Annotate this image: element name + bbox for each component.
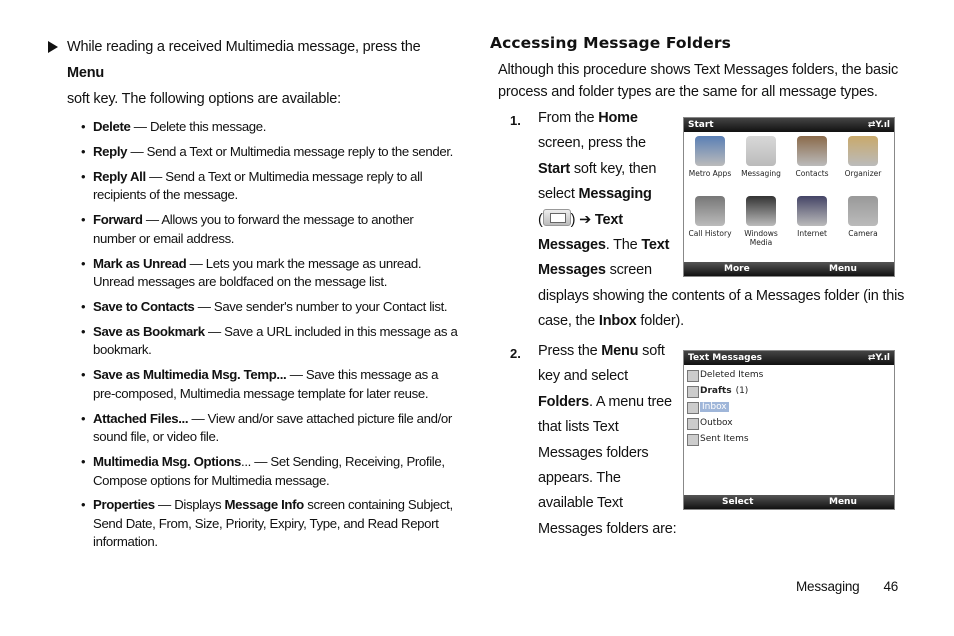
section-heading: Accessing Message Folders	[490, 34, 731, 52]
soft-key-select[interactable]: Select	[722, 497, 754, 507]
footer-section: Messaging	[796, 579, 860, 594]
option-item: • Save as Multimedia Msg. Temp... — Save this message as a pre-composed, Multimedia message template for later reuse.	[93, 366, 458, 403]
app-label: Messaging	[741, 169, 781, 178]
app-icon	[848, 136, 878, 166]
folder-item[interactable]: Sent Items	[684, 431, 894, 447]
step-1-number: 1.	[510, 113, 521, 128]
right-column	[490, 34, 910, 103]
start-screen-screenshot	[683, 117, 895, 277]
option-item: • Properties — Displays Message Info screen containing Subject, Send Date, From, Size, Priority, Expiry, Type, and Read Report information.	[93, 496, 458, 552]
option-item: • Delete — Delete this message.	[93, 118, 458, 137]
option-item: • Mark as Unread — Lets you mark the message as unread. Unread messages are boldfaced on the message list.	[93, 255, 458, 292]
app-icon	[746, 136, 776, 166]
triangle-bullet-icon	[48, 41, 58, 53]
step-1-text: From the Home screen, press the Start soft key, then select Messaging ( ) ➔ Text Messages. The Text Messages screen	[538, 110, 670, 279]
intro-text-2: soft key. The following options are available:	[67, 91, 341, 107]
folder-icon	[687, 434, 699, 446]
step-1-continuation: displays showing the contents of a Messages folder (in this case, the Inbox folder).	[538, 288, 905, 330]
app-tile[interactable]	[837, 136, 889, 178]
app-tile[interactable]	[735, 136, 787, 178]
folder-icon	[687, 418, 699, 430]
folder-item[interactable]: Drafts (1)	[684, 383, 894, 399]
messaging-envelope-icon	[543, 209, 571, 226]
folder-icon	[687, 386, 699, 398]
option-item: • Save as Bookmark — Save a URL included in this message as a bookmark.	[93, 323, 458, 360]
app-label: Internet	[797, 229, 827, 238]
soft-key-bar	[684, 495, 894, 509]
folder-item[interactable]: Outbox	[684, 415, 894, 431]
app-icon	[848, 196, 878, 226]
folder-tree	[684, 365, 894, 447]
soft-key-bar	[684, 262, 894, 276]
app-label: Camera	[848, 229, 878, 238]
option-item: • Forward — Allows you to forward the message to another number or email address.	[93, 211, 458, 248]
app-label: Call History	[688, 229, 732, 238]
text-messages-screenshot	[683, 350, 895, 510]
soft-key-more[interactable]: More	[724, 264, 750, 274]
soft-key-menu[interactable]: Menu	[829, 264, 857, 274]
intro-text: While reading a received Multimedia message, press the	[67, 39, 421, 55]
intro-paragraph	[48, 34, 458, 112]
app-tile[interactable]	[837, 196, 889, 238]
left-column	[48, 34, 458, 558]
step-2-number: 2.	[510, 346, 521, 361]
soft-key-menu[interactable]: Menu	[829, 497, 857, 507]
option-item: • Reply — Send a Text or Multimedia message reply to the sender.	[93, 143, 458, 162]
option-item: • Save to Contacts — Save sender's number to your Contact list.	[93, 298, 458, 317]
intro-menu-term: Menu	[67, 65, 105, 81]
phone-title-bar: Text Messages ⇄Y.ıl	[684, 351, 894, 365]
step-2-text: Press the Menu soft key and select Folders. A menu tree that lists Text Messages folders appears. The available Text Messages folders are:	[538, 343, 677, 537]
app-icon	[797, 136, 827, 166]
folder-icon	[687, 402, 699, 414]
signal-icon: ⇄Y.ıl	[867, 120, 890, 130]
app-icon	[695, 196, 725, 226]
folder-item[interactable]: Inbox	[684, 399, 894, 415]
app-icon	[746, 196, 776, 226]
signal-icon: ⇄Y.ıl	[867, 353, 890, 363]
app-label: Windows Media	[744, 229, 778, 247]
app-tile[interactable]	[684, 196, 736, 238]
app-label: Organizer	[844, 169, 882, 178]
phone-title-bar: Start ⇄Y.ıl	[684, 118, 894, 132]
app-tile[interactable]	[684, 136, 736, 178]
folder-item[interactable]: Deleted Items	[684, 367, 894, 383]
app-label: Metro Apps	[688, 169, 732, 178]
app-tile[interactable]	[786, 196, 838, 238]
app-tile[interactable]	[786, 136, 838, 178]
app-icon	[695, 136, 725, 166]
intro-paragraph-right: Although this procedure shows Text Messages folders, the basic process and folder types are the same for all message types.	[498, 62, 899, 100]
page-number: 46	[883, 579, 899, 594]
app-icon	[797, 196, 827, 226]
options-list	[48, 118, 458, 552]
folder-icon	[687, 370, 699, 382]
app-tile[interactable]	[735, 196, 787, 247]
option-item: • Reply All — Send a Text or Multimedia message reply to all recipients of the message.	[93, 168, 458, 205]
app-label: Contacts	[795, 169, 829, 178]
option-item: • Multimedia Msg. Options... — Set Sending, Receiving, Profile, Compose options for Multimedia message.	[93, 453, 458, 490]
option-item: • Attached Files... — View and/or save attached picture file and/or sound file, or video file.	[93, 410, 458, 447]
page-footer	[796, 579, 898, 594]
